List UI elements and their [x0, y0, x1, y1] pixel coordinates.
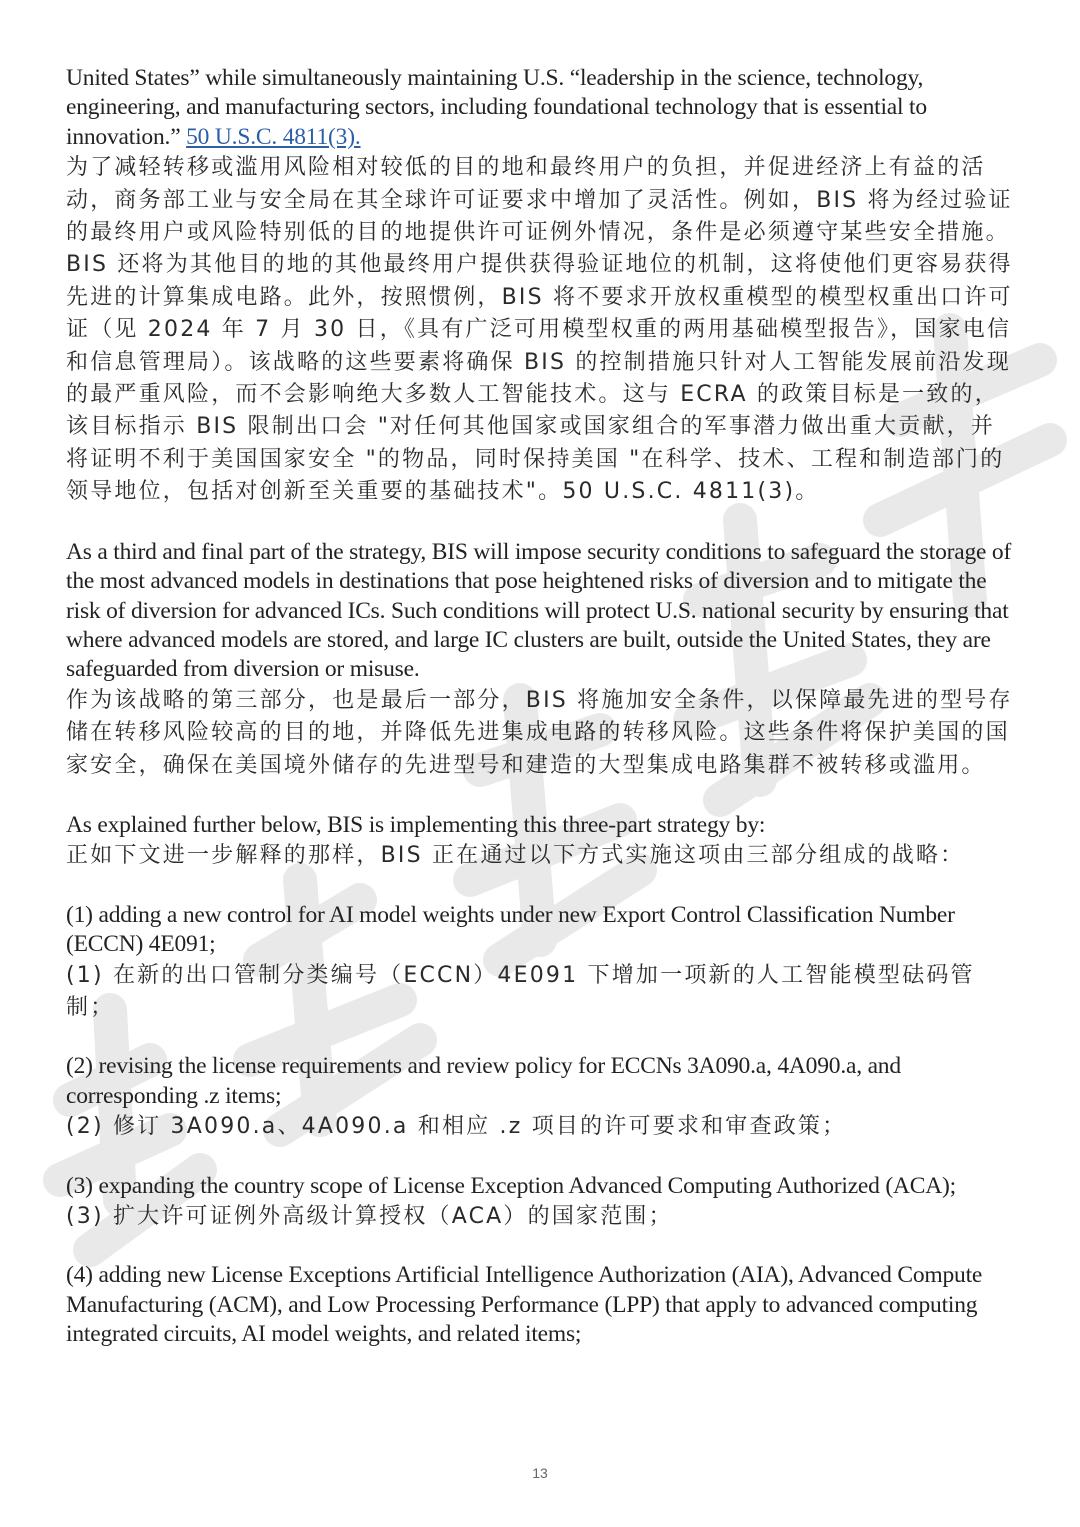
list-item-en-2: (2) revising the license requirements and review policy for ECCNs 3A090.a, 4A090.a, and corresponding .z items;	[66, 1053, 901, 1109]
list-item-zh-2: (2) 修订 3A090.a、4A090.a 和相应 .z 项目的许可要求和审查政策；	[66, 1114, 847, 1140]
paragraph-en-1	[66, 64, 1016, 152]
paragraph-zh-1: 为了减轻转移或滥用风险相对较低的目的地和最终用户的负担，并促进经济上有益的活动，商务部工业与安全局在其全球许可证要求中增加了灵活性。例如，BIS 将为经过验证的最终用户或风险特别低的目的地提供许可证例外情况，条件是必须遵守某些安全措施。BIS 还将为其他目的地的其他最终用户提供获得验证地位的机制，这将使他们更容易获得先进的计算集成电路。此外，按照惯例，BIS 将不要求开放权重模型的模型权重出口许可证（见 2024 年 7 月 30 日，《具有广泛可用模型权重的两用基础模型报告》，国家电信和信息管理局）。该战略的这些要素将确保 BIS 的控制措施只针对人工智能发展前沿发现的最严重风险，而不会影响绝大多数人工智能技术。这与 ECRA 的政策目标是一致的，该目标指示 BIS 限制出口会 "对任何其他国家或国家组合的军事潜力做出重大贡献，并将证明不利于美国国家安全 "的物品，同时保持美国 "在科学、技术、工程和制造部门的领导地位，包括对创新至关重要的基础技术"。50 U.S.C. 4811(3)。	[66, 155, 1013, 505]
paragraph-en-2: As a third and final part of the strategy, BIS will impose security conditions to safeguard the storage of the most advanced models in destinations that pose heightened risks of diversion and to mitigate the risk of diversion for advanced ICs. Such conditions will protect U.S. national security by ensuring that where advanced models are stored, and large IC clusters are built, outside the United States, they are safeguarded from diversion or misuse.	[66, 538, 1012, 683]
paragraph-zh-3: 正如下文进一步解释的那样，BIS 正在通过以下方式实施这项由三部分组成的战略：	[66, 843, 965, 869]
list-item-zh-1: (1) 在新的出口管制分类编号（ECCN）4E091 下增加一项新的人工智能模型砝码管制；	[66, 962, 975, 1020]
citation-link[interactable]: 50 U.S.C. 4811(3).	[186, 123, 361, 150]
list-item-en-4: (4) adding new License Exceptions Artificial Intelligence Authorization (AIA), Advanced Compute Manufacturing (ACM), and Low Processing Performance (LPP) that apply to advanced computing integrated circuits, AI model weights, and related items;	[66, 1262, 983, 1348]
document-body	[66, 64, 1016, 1350]
page-number: 13	[532, 1465, 548, 1481]
list-item-en-3: (3) expanding the country scope of License Exception Advanced Computing Authorized (ACA);	[66, 1172, 956, 1199]
paragraph-en-3: As explained further below, BIS is implementing this three-part strategy by:	[66, 811, 766, 838]
paragraph-zh-2: 作为该战略的第三部分，也是最后一部分，BIS 将施加安全条件，以保障最先进的型号存储在转移风险较高的目的地，并降低先进集成电路的转移风险。这些条件将保护美国的国家安全，确保在美国境外储存的先进型号和建造的大型集成电路集群不被转移或滥用。	[66, 687, 1013, 778]
paragraph-en-1-text: United States” while simultaneously maintaining U.S. “leadership in the science, technology, engineering, and manufacturing sectors, including foundational technology that is essential to innovation.”	[66, 65, 927, 150]
list-item-en-1: (1) adding a new control for AI model weights under new Export Control Classification Number (ECCN) 4E091;	[66, 901, 955, 958]
list-item-zh-3: (3) 扩大许可证例外高级计算授权（ACA）的国家范围；	[66, 1204, 673, 1229]
